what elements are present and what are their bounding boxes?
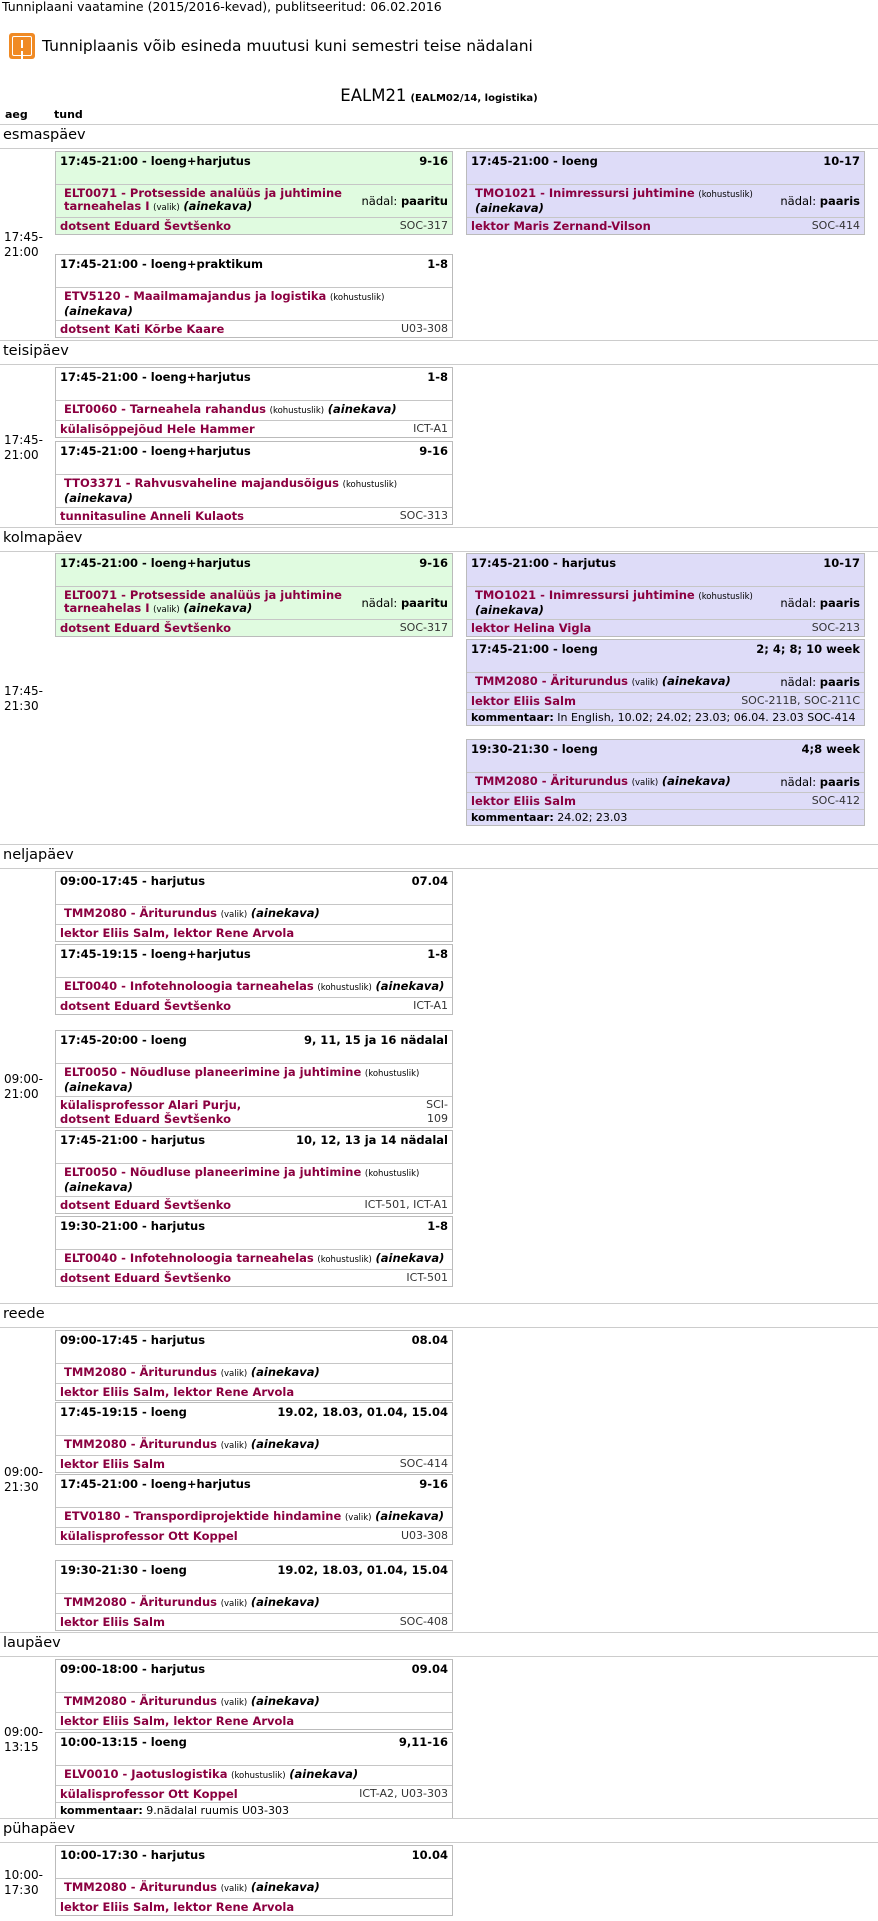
- day-header: kolmapäev: [0, 527, 878, 552]
- lesson-card[interactable]: [55, 1130, 453, 1214]
- course-info: [64, 589, 356, 617]
- ainekava-link[interactable]: (ainekava): [475, 603, 544, 617]
- room: ICT-A2, U03-303: [359, 1787, 448, 1800]
- course-type: (kohustuslik): [231, 1771, 286, 1781]
- lesson-time: 17:45-21:00 - loeng+harjutus: [60, 1477, 251, 1491]
- lesson-time: 17:45-21:00 - loeng: [471, 154, 598, 168]
- course-link[interactable]: ELT0050 - Nõudluse planeerimine ja juhtimine: [64, 1165, 362, 1179]
- lesson-weeks: 9, 11, 15 ja 16 nädalal: [303, 1033, 448, 1047]
- course-type: (valik): [631, 678, 659, 688]
- lesson-time: 09:00-17:45 - harjutus: [60, 1333, 206, 1347]
- day-header: esmaspäev: [0, 124, 878, 149]
- ainekava-link[interactable]: (ainekava): [375, 1509, 445, 1523]
- lecturer-name: dotsent Eduard Ševtšenko: [60, 1271, 232, 1285]
- course-info: [64, 1768, 358, 1783]
- lesson-header: [56, 368, 452, 387]
- lesson-header: [56, 1475, 452, 1494]
- day-time-range: 17:45- 21:30: [4, 684, 43, 713]
- lesson-header: [56, 442, 452, 461]
- lesson-lecturer: [56, 1096, 452, 1127]
- lesson-time: 17:45-21:00 - loeng+harjutus: [60, 444, 251, 458]
- lesson-course: [56, 1765, 452, 1785]
- lesson-lecturer: [56, 1383, 452, 1400]
- course-link[interactable]: ELT0071 - Protsesside analüüs ja juhtimine tarneahelas I: [64, 186, 342, 213]
- lesson-time: 19:30-21:30 - loeng: [471, 742, 598, 756]
- course-link[interactable]: TMM2080 - Äriturundus: [475, 674, 629, 688]
- lesson-card[interactable]: [55, 1659, 453, 1730]
- room: SOC-412: [811, 794, 860, 807]
- lesson-weeks: 9-16: [419, 1477, 448, 1491]
- lesson-course: [56, 1507, 452, 1527]
- lesson-header: [56, 1660, 452, 1679]
- lesson-card[interactable]: [55, 944, 453, 1015]
- lesson-course: [56, 977, 452, 997]
- lesson-card[interactable]: [466, 553, 865, 637]
- course-info: [475, 675, 731, 690]
- lesson-weeks: 4;8 week: [801, 742, 860, 756]
- lecturer-name: külalisprofessor Ott Koppel: [60, 1529, 238, 1543]
- lecturer-name: külalisprofessor Ott Koppel: [60, 1787, 238, 1801]
- col-aeg: aeg: [5, 108, 28, 121]
- day-header: neljapäev: [0, 844, 878, 869]
- ainekava-link[interactable]: (ainekava): [661, 774, 731, 788]
- course-type: (kohustuslik): [317, 983, 372, 993]
- lesson-course: [56, 1363, 452, 1383]
- lesson-weeks: 19.02, 18.03, 01.04, 15.04: [277, 1563, 448, 1577]
- lesson-header: [56, 152, 452, 171]
- course-type: (valik): [220, 1441, 248, 1451]
- warning-icon: [9, 33, 35, 59]
- lesson-weeks: 1-8: [427, 947, 448, 961]
- lecturer-name: lektor Eliis Salm, lektor Rene Arvola: [60, 1714, 295, 1728]
- comment-label: kommentaar:: [471, 711, 554, 724]
- course-link[interactable]: TMM2080 - Äriturundus: [64, 1437, 218, 1451]
- lesson-course: [467, 672, 864, 692]
- lesson-lecturer: [56, 1196, 452, 1213]
- lesson-card[interactable]: [55, 441, 453, 525]
- lesson-time: 19:30-21:00 - harjutus: [60, 1219, 206, 1233]
- course-link[interactable]: TTO3371 - Rahvusvaheline majandusõigus: [64, 476, 339, 490]
- lesson-lecturer: [467, 792, 864, 809]
- lesson-course: [467, 184, 864, 217]
- group-code: EALM21: [340, 86, 407, 105]
- parity-value: paaritu: [400, 193, 448, 208]
- group-subtitle: (EALM02/14, logistika): [410, 93, 538, 104]
- lesson-time: 09:00-17:45 - harjutus: [60, 874, 206, 888]
- lesson-time: 09:00-18:00 - harjutus: [60, 1662, 206, 1676]
- lesson-course: [56, 184, 452, 217]
- lecturer-name: lektor Maris Zernand-Vilson: [471, 219, 651, 233]
- comment-text: 9.nädalal ruumis U03-303: [146, 1804, 289, 1817]
- lesson-course: [467, 772, 864, 792]
- lesson-header: [467, 554, 864, 573]
- lesson-comment: [56, 1802, 452, 1818]
- ainekava-link[interactable]: (ainekava): [250, 1694, 320, 1708]
- lesson-course: [467, 586, 864, 619]
- lesson-lecturer: [56, 507, 452, 524]
- lesson-time: 17:45-19:15 - loeng: [60, 1405, 187, 1419]
- parity-label: nädal:: [780, 595, 817, 610]
- lecturer-name: lektor Eliis Salm, lektor Rene Arvola: [60, 926, 295, 940]
- lesson-card[interactable]: [55, 1216, 453, 1287]
- course-type: (valik): [153, 203, 180, 213]
- lesson-header: [56, 1733, 452, 1752]
- lesson-header: [56, 1403, 452, 1422]
- lesson-time: 17:45-21:00 - loeng+harjutus: [60, 154, 251, 168]
- parity-label: nädal:: [361, 595, 398, 610]
- lecturer-name: lektor Helina Vigla: [471, 621, 592, 635]
- room: SOC-414: [811, 219, 860, 232]
- ainekava-link[interactable]: (ainekava): [183, 601, 253, 615]
- course-info: [64, 1881, 320, 1896]
- lecturer-name: lektor Eliis Salm: [471, 794, 576, 808]
- lesson-header: [56, 1217, 452, 1236]
- day-time-range: 09:00- 13:15: [4, 1725, 43, 1754]
- parity-label: nädal:: [780, 675, 817, 689]
- course-link[interactable]: ETV5120 - Maailmamajandus ja logistika: [64, 289, 327, 303]
- lesson-time: 19:30-21:30 - loeng: [60, 1563, 187, 1577]
- room: ICT-501: [406, 1271, 448, 1284]
- course-type: (valik): [344, 1513, 372, 1523]
- course-info: [475, 775, 731, 790]
- ainekava-link[interactable]: (ainekava): [289, 1767, 359, 1781]
- lesson-course: [56, 1593, 452, 1613]
- lecturer-name: külalisõppejõud Hele Hammer: [60, 422, 255, 436]
- lesson-course: [56, 400, 452, 420]
- week-parity: [356, 597, 448, 610]
- lesson-weeks: 9-16: [419, 444, 448, 458]
- lesson-comment: [467, 809, 864, 825]
- lecturer-name: lektor Eliis Salm: [471, 694, 576, 708]
- lesson-card[interactable]: [55, 1845, 453, 1916]
- room: SOC-408: [399, 1615, 448, 1628]
- parity-label: nädal:: [780, 193, 817, 208]
- room: SOC-317: [399, 621, 448, 634]
- lesson-weeks: 10-17: [823, 154, 860, 168]
- day-header: pühapäev: [0, 1818, 878, 1843]
- room: SOC-317: [399, 219, 448, 232]
- lesson-card[interactable]: [55, 367, 453, 438]
- lecturer-name: lektor Eliis Salm: [60, 1615, 165, 1629]
- lesson-course: [56, 287, 452, 320]
- course-link[interactable]: TMO1021 - Inimressursi juhtimine: [475, 588, 695, 602]
- course-link[interactable]: TMM2080 - Äriturundus: [64, 1365, 218, 1379]
- lesson-comment: [467, 709, 864, 725]
- lecturer-name: tunnitasuline Anneli Kulaots: [60, 509, 244, 523]
- room: U03-308: [400, 1529, 448, 1542]
- lecturer-name: lektor Eliis Salm, lektor Rene Arvola: [60, 1385, 295, 1399]
- warning-text: Tunniplaanis võib esineda muutusi kuni semestri teise nädalani: [42, 37, 533, 55]
- course-type: (valik): [220, 1599, 248, 1609]
- lesson-lecturer: [56, 1269, 452, 1286]
- course-link[interactable]: TMM2080 - Äriturundus: [64, 1694, 218, 1708]
- comment-text: In English, 10.02; 24.02; 23.03; 06.04. 23.03 SOC-414: [557, 711, 856, 724]
- course-info: [64, 907, 320, 922]
- course-type: (kohustuslik): [698, 190, 753, 200]
- group-title: [0, 86, 878, 105]
- course-info: [64, 403, 397, 418]
- lesson-card[interactable]: [55, 1560, 453, 1631]
- lesson-header: [56, 945, 452, 964]
- lesson-lecturer: [467, 619, 864, 636]
- room: ICT-A1: [413, 422, 448, 435]
- course-type: (kohustuslik): [364, 1169, 420, 1179]
- lecturer-name: lektor Eliis Salm, lektor Rene Arvola: [60, 1900, 295, 1914]
- ainekava-link[interactable]: (ainekava): [375, 979, 445, 993]
- lesson-time: 17:45-21:00 - loeng+praktikum: [60, 257, 264, 271]
- course-type: (kohustuslik): [698, 592, 753, 602]
- course-type: (valik): [631, 778, 659, 788]
- lesson-header: [56, 1846, 452, 1865]
- day-time-range: 09:00- 21:00: [4, 1072, 43, 1101]
- lesson-course: [56, 1163, 452, 1196]
- lesson-time: 17:45-21:00 - harjutus: [471, 556, 617, 570]
- day-time-range: 17:45- 21:00: [4, 433, 43, 462]
- ainekava-link[interactable]: (ainekava): [327, 402, 397, 416]
- lesson-card[interactable]: [466, 639, 865, 726]
- comment-text: 24.02; 23.03: [557, 811, 628, 824]
- course-info: [64, 187, 356, 215]
- lesson-weeks: 10.04: [411, 1848, 448, 1862]
- lesson-lecturer: [56, 924, 452, 941]
- ainekava-link[interactable]: (ainekava): [64, 1080, 133, 1094]
- lecturer-name: dotsent Eduard Ševtšenko: [60, 1198, 232, 1212]
- course-type: (kohustuslik): [342, 480, 398, 490]
- lecturer-name: dotsent Eduard Ševtšenko: [60, 219, 232, 233]
- room: SOC-313: [399, 509, 448, 522]
- lecturer-name: dotsent Eduard Ševtšenko: [60, 999, 232, 1013]
- lesson-header: [56, 872, 452, 891]
- course-info: [64, 1695, 320, 1710]
- ainekava-link[interactable]: (ainekava): [250, 1437, 320, 1451]
- day-time-range: 09:00- 21:30: [4, 1465, 43, 1494]
- parity-label: nädal:: [780, 775, 817, 789]
- lesson-card[interactable]: [55, 1330, 453, 1401]
- lesson-lecturer: [467, 692, 864, 709]
- lesson-weeks: 09.04: [411, 1662, 448, 1676]
- lesson-weeks: 1-8: [427, 1219, 448, 1233]
- lesson-lecturer: [56, 1527, 452, 1544]
- day-header: teisipäev: [0, 340, 878, 365]
- lesson-weeks: 9-16: [419, 154, 448, 168]
- course-link[interactable]: ELT0050 - Nõudluse planeerimine ja juhtimine: [64, 1065, 362, 1079]
- room: SCI- 109: [426, 1098, 448, 1125]
- course-info: [64, 477, 448, 505]
- lesson-header: [56, 1131, 452, 1150]
- lesson-header: [56, 1031, 452, 1050]
- comment-label: kommentaar:: [471, 811, 554, 824]
- lesson-course: [56, 904, 452, 924]
- lesson-lecturer: [56, 1613, 452, 1630]
- day-time-range: 17:45- 21:00: [4, 230, 43, 259]
- lecturer-name: dotsent Kati Kõrbe Kaare: [60, 322, 225, 336]
- lesson-time: 10:00-13:15 - loeng: [60, 1735, 187, 1749]
- lesson-lecturer: [56, 1898, 452, 1915]
- course-link[interactable]: TMM2080 - Äriturundus: [64, 1595, 218, 1609]
- course-link[interactable]: TMO1021 - Inimressursi juhtimine: [475, 186, 695, 200]
- course-type: (kohustuslik): [364, 1069, 420, 1079]
- course-link[interactable]: ELV0010 - Jaotuslogistika: [64, 1767, 228, 1781]
- course-type: (valik): [220, 1369, 248, 1379]
- course-link[interactable]: TMM2080 - Äriturundus: [475, 774, 629, 788]
- lesson-header: [56, 554, 452, 573]
- lesson-weeks: 10-17: [823, 556, 860, 570]
- lesson-lecturer: [56, 217, 452, 234]
- ainekava-link[interactable]: (ainekava): [375, 1251, 445, 1265]
- lesson-lecturer: [56, 619, 452, 636]
- ainekava-link[interactable]: (ainekava): [250, 1880, 320, 1894]
- parity-value: paaris: [819, 675, 860, 689]
- ainekava-link[interactable]: (ainekava): [64, 304, 133, 318]
- course-info: [475, 187, 774, 215]
- lesson-weeks: 1-8: [427, 257, 448, 271]
- lesson-time: 17:45-20:00 - loeng: [60, 1033, 187, 1047]
- lesson-weeks: 10, 12, 13 ja 14 nädalal: [295, 1133, 448, 1147]
- lesson-header: [56, 255, 452, 274]
- course-type: (valik): [153, 605, 180, 615]
- ainekava-link[interactable]: (ainekava): [64, 491, 133, 505]
- lesson-time: 17:45-21:00 - harjutus: [60, 1133, 206, 1147]
- day-header: reede: [0, 1303, 878, 1328]
- room: SOC-414: [399, 1457, 448, 1470]
- lesson-time: 17:45-21:00 - loeng+harjutus: [60, 370, 251, 384]
- lesson-header: [467, 152, 864, 171]
- lesson-header: [467, 740, 864, 759]
- course-link[interactable]: ELT0040 - Infotehnoloogia tarneahelas: [64, 1251, 314, 1265]
- lecturer-name: lektor Eliis Salm: [60, 1457, 165, 1471]
- lesson-course: [56, 1249, 452, 1269]
- course-type: (kohustuslik): [317, 1255, 372, 1265]
- lesson-weeks: 2; 4; 8; 10 week: [756, 642, 860, 656]
- week-parity: [774, 676, 860, 689]
- lesson-header: [56, 1331, 452, 1350]
- week-parity: [356, 195, 448, 208]
- lesson-weeks: 08.04: [411, 1333, 448, 1347]
- parity-value: paaris: [819, 595, 860, 610]
- parity-value: paaris: [819, 193, 860, 208]
- course-info: [64, 1596, 320, 1611]
- lesson-header: [56, 1561, 452, 1580]
- room: ICT-501, ICT-A1: [364, 1198, 448, 1211]
- room: SOC-211B, SOC-211C: [741, 694, 860, 707]
- ainekava-link[interactable]: (ainekava): [250, 1365, 320, 1379]
- room: ICT-A1: [413, 999, 448, 1012]
- lecturer-name: külalisprofessor Alari Purju, dotsent Eduard Ševtšenko: [60, 1098, 242, 1126]
- lesson-course: [56, 1435, 452, 1455]
- course-info: [64, 1366, 320, 1381]
- lesson-course: [56, 1063, 452, 1096]
- ainekava-link[interactable]: (ainekava): [475, 201, 544, 215]
- comment-label: kommentaar:: [60, 1804, 143, 1817]
- lesson-lecturer: [56, 320, 452, 337]
- lesson-weeks: 19.02, 18.03, 01.04, 15.04: [277, 1405, 448, 1419]
- lesson-card[interactable]: [55, 871, 453, 942]
- lesson-time: 17:45-19:15 - loeng+harjutus: [60, 947, 251, 961]
- lesson-lecturer: [56, 997, 452, 1014]
- course-info: [64, 290, 448, 318]
- lesson-card[interactable]: [466, 151, 865, 235]
- course-info: [64, 1066, 448, 1094]
- course-type: (kohustuslik): [329, 293, 385, 303]
- day-header: laupäev: [0, 1632, 878, 1657]
- course-info: [64, 1252, 444, 1267]
- lesson-lecturer: [467, 217, 864, 234]
- publish-info: Tunniplaani vaatamine (2015/2016-kevad), publitseeritud: 06.02.2016: [2, 0, 442, 14]
- lesson-course: [56, 586, 452, 619]
- lesson-lecturer: [56, 420, 452, 437]
- course-link[interactable]: ELT0060 - Tarneahela rahandus: [64, 402, 266, 416]
- lesson-course: [56, 1692, 452, 1712]
- course-info: [64, 1510, 444, 1525]
- course-info: [475, 589, 774, 617]
- course-type: (kohustuslik): [269, 406, 325, 416]
- week-parity: [774, 195, 860, 208]
- lesson-card[interactable]: [55, 1030, 453, 1128]
- lesson-card[interactable]: [55, 151, 453, 235]
- course-type: (valik): [220, 1698, 248, 1708]
- lecturer-name: dotsent Eduard Ševtšenko: [60, 621, 232, 635]
- week-parity: [774, 776, 860, 789]
- course-link[interactable]: ELT0040 - Infotehnoloogia tarneahelas: [64, 979, 314, 993]
- parity-label: nädal:: [361, 193, 398, 208]
- lesson-lecturer: [56, 1455, 452, 1472]
- lesson-card[interactable]: [55, 553, 453, 637]
- ainekava-link[interactable]: (ainekava): [661, 674, 731, 688]
- course-link[interactable]: ELT0071 - Protsesside analüüs ja juhtimine tarneahelas I: [64, 588, 342, 615]
- lesson-card[interactable]: [55, 1474, 453, 1545]
- lesson-time: 17:45-21:00 - loeng+harjutus: [60, 556, 251, 570]
- lesson-weeks: 1-8: [427, 370, 448, 384]
- lesson-time: 10:00-17:30 - harjutus: [60, 1848, 206, 1862]
- lesson-weeks: 9,11-16: [398, 1735, 448, 1749]
- lesson-card[interactable]: [55, 254, 453, 338]
- day-time-range: 10:00- 17:30: [4, 1868, 43, 1897]
- lesson-card[interactable]: [55, 1402, 453, 1473]
- lesson-lecturer: [56, 1785, 452, 1802]
- lesson-card[interactable]: [55, 1732, 453, 1819]
- course-link[interactable]: ETV0180 - Transpordiprojektide hindamine: [64, 1509, 342, 1523]
- week-parity: [774, 597, 860, 610]
- ainekava-link[interactable]: (ainekava): [183, 199, 253, 213]
- ainekava-link[interactable]: (ainekava): [250, 1595, 320, 1609]
- course-info: [64, 980, 444, 995]
- col-tund: tund: [54, 108, 83, 121]
- course-info: [64, 1438, 320, 1453]
- lesson-course: [56, 474, 452, 507]
- lesson-header: [467, 640, 864, 659]
- room: SOC-213: [811, 621, 860, 634]
- course-type: (valik): [220, 910, 248, 920]
- lesson-lecturer: [56, 1712, 452, 1729]
- course-link[interactable]: TMM2080 - Äriturundus: [64, 906, 218, 920]
- lesson-weeks: 07.04: [411, 874, 448, 888]
- course-type: (valik): [220, 1884, 248, 1894]
- ainekava-link[interactable]: (ainekava): [250, 906, 320, 920]
- course-link[interactable]: TMM2080 - Äriturundus: [64, 1880, 218, 1894]
- parity-value: paaritu: [400, 595, 448, 610]
- parity-value: paaris: [819, 775, 860, 789]
- lesson-time: 17:45-21:00 - loeng: [471, 642, 598, 656]
- room: U03-308: [400, 322, 448, 335]
- lesson-course: [56, 1878, 452, 1898]
- course-info: [64, 1166, 448, 1194]
- lesson-card[interactable]: [466, 739, 865, 826]
- lesson-weeks: 9-16: [419, 556, 448, 570]
- ainekava-link[interactable]: (ainekava): [64, 1180, 133, 1194]
